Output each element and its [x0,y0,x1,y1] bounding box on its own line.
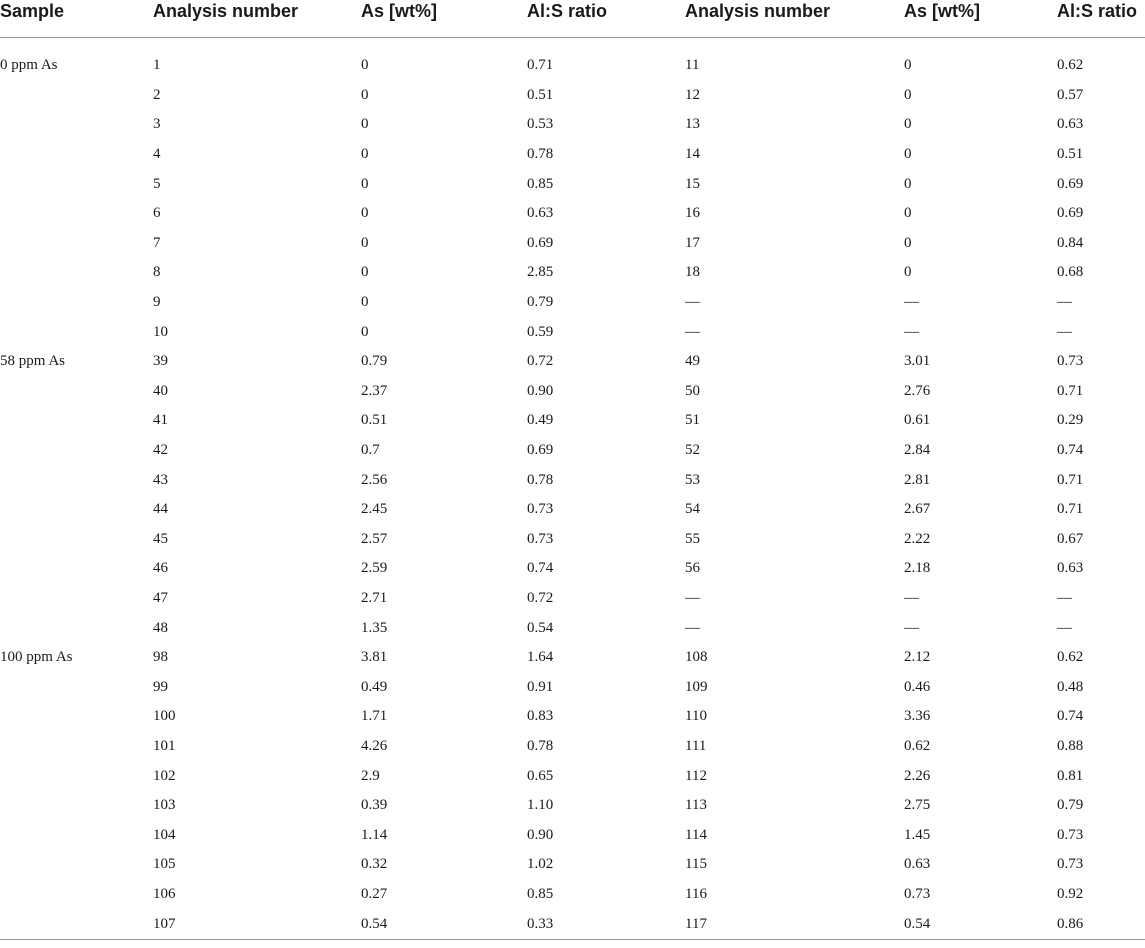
cell-analysis-number-2: 53 [685,471,700,488]
cell-as-wt: 0 [361,175,369,192]
cell-al-s-ratio-2: 0.69 [1057,205,1084,222]
cell-analysis-number-2: 116 [685,885,707,902]
cell-analysis-number: 10 [153,323,168,340]
header-al-s-ratio-2: Al:S ratio [1057,0,1145,38]
cell-as-wt: 1.14 [361,826,388,843]
table-row [0,110,1145,140]
cell-analysis-number: 104 [153,826,176,843]
cell-al-s-ratio-2: 0.73 [1057,826,1084,843]
cell-al-s-ratio: 0.51 [527,86,554,103]
cell-al-s-ratio-2: 0.48 [1057,678,1084,695]
cell-al-s-ratio-2: 0.62 [1057,57,1084,74]
table-row [0,702,1145,732]
cell-al-s-ratio: 0.91 [527,678,554,695]
cell-al-s-ratio: 1.64 [527,649,554,666]
cell-analysis-number: 99 [153,678,168,695]
table-header [0,0,1145,38]
cell-sample: 100 ppm As [0,649,73,666]
table-row [0,465,1145,495]
cell-as-wt: 0 [361,86,369,103]
cell-sample [0,909,153,940]
cell-as-wt-2: 0.63 [904,856,931,873]
cell-analysis-number: 100 [153,708,176,725]
cell-as-wt-2: 0.46 [904,678,931,695]
cell-as-wt: 1.35 [361,619,388,636]
cell-al-s-ratio-2: 0.92 [1057,885,1084,902]
cell-sample [0,110,153,140]
table-row [0,643,1145,673]
cell-as-wt: 0.49 [361,678,388,695]
table-row [0,406,1145,436]
cell-al-s-ratio-2: 0.74 [1057,442,1084,459]
cell-analysis-number-2: — [685,619,700,636]
cell-al-s-ratio-2: 0.73 [1057,353,1084,370]
cell-sample [0,880,153,910]
cell-analysis-number-2: 15 [685,175,700,192]
cell-al-s-ratio-2: 0.67 [1057,530,1084,547]
cell-as-wt-2: 2.84 [904,442,931,459]
cell-al-s-ratio-2: 0.71 [1057,471,1084,488]
cell-sample [0,229,153,259]
cell-as-wt: 0 [361,116,369,133]
cell-as-wt-2: 0 [904,116,912,133]
table-row [0,317,1145,347]
cell-al-s-ratio: 0.72 [527,589,554,606]
cell-as-wt-2: 3.36 [904,708,931,725]
cell-al-s-ratio: 0.85 [527,175,554,192]
cell-al-s-ratio-2: 0.68 [1057,264,1084,281]
cell-al-s-ratio: 0.85 [527,885,554,902]
cell-analysis-number-2: 50 [685,382,700,399]
cell-as-wt-2: 2.75 [904,797,931,814]
cell-al-s-ratio: 0.63 [527,205,554,222]
table-row [0,81,1145,111]
cell-al-s-ratio: 0.54 [527,619,554,636]
cell-al-s-ratio: 0.73 [527,501,554,518]
cell-al-s-ratio: 0.73 [527,530,554,547]
cell-as-wt: 0.32 [361,856,388,873]
cell-as-wt-2: 2.67 [904,501,931,518]
cell-al-s-ratio: 0.74 [527,560,554,577]
table-row [0,229,1145,259]
cell-as-wt-2: — [904,619,919,636]
cell-sample [0,525,153,555]
cell-analysis-number-2: 54 [685,501,700,518]
cell-as-wt-2: 0 [904,175,912,192]
cell-as-wt-2: 2.76 [904,382,931,399]
cell-as-wt-2: 2.26 [904,767,931,784]
cell-as-wt-2: 0.54 [904,909,1057,940]
cell-sample [0,495,153,525]
cell-as-wt: 2.9 [361,767,380,784]
cell-sample [0,258,153,288]
cell-al-s-ratio: 0.79 [527,294,554,311]
cell-al-s-ratio-2: 0.74 [1057,708,1084,725]
cell-as-wt: 2.45 [361,501,388,518]
cell-analysis-number-2: 14 [685,146,700,163]
table-row [0,584,1145,614]
cell-as-wt: 0.51 [361,412,388,429]
table-row [0,732,1145,762]
cell-al-s-ratio-2: 0.84 [1057,234,1084,251]
cell-al-s-ratio-2: — [1057,294,1072,311]
cell-analysis-number: 105 [153,856,176,873]
cell-analysis-number: 7 [153,234,161,251]
cell-as-wt-2: 0 [904,264,912,281]
cell-as-wt-2: 2.22 [904,530,931,547]
cell-sample [0,406,153,436]
header-as-wt: As [wt%] [361,0,527,38]
header-as-wt-2: As [wt%] [904,0,1057,38]
cell-analysis-number: 39 [153,353,168,370]
cell-as-wt-2: 2.12 [904,649,931,666]
cell-al-s-ratio-2: 0.81 [1057,767,1084,784]
table-row [0,850,1145,880]
cell-al-s-ratio-2: 0.57 [1057,86,1084,103]
cell-as-wt: 0.79 [361,353,388,370]
cell-analysis-number-2: — [685,589,700,606]
cell-sample [0,317,153,347]
cell-al-s-ratio: 0.69 [527,442,554,459]
cell-as-wt: 3.81 [361,649,388,666]
cell-analysis-number: 8 [153,264,161,281]
cell-analysis-number: 2 [153,86,161,103]
cell-analysis-number-2: — [685,323,700,340]
cell-analysis-number-2: 111 [685,737,707,754]
table-row [0,288,1145,318]
cell-as-wt-2: 0 [904,57,912,74]
cell-al-s-ratio-2: 0.73 [1057,856,1084,873]
cell-analysis-number: 4 [153,146,161,163]
cell-al-s-ratio: 0.78 [527,146,554,163]
cell-sample [0,377,153,407]
cell-analysis-number: 6 [153,205,161,222]
table-row [0,51,1145,81]
cell-as-wt-2: 0 [904,205,912,222]
cell-as-wt: 0.27 [361,885,388,902]
cell-as-wt: 0 [361,146,369,163]
table-row [0,791,1145,821]
cell-as-wt: 0 [361,205,369,222]
cell-sample [0,613,153,643]
cell-as-wt: 2.56 [361,471,388,488]
cell-analysis-number-2: 11 [685,57,700,74]
cell-analysis-number-2: 13 [685,116,700,133]
cell-al-s-ratio-2: 0.88 [1057,737,1084,754]
header-spacer [0,38,1145,52]
header-sample: Sample [0,0,153,38]
cell-analysis-number: 44 [153,501,168,518]
cell-as-wt: 0.7 [361,442,380,459]
header-analysis-number-2: Analysis number [685,0,904,38]
cell-al-s-ratio-2: — [1057,589,1072,606]
table-row [0,820,1145,850]
cell-sample [0,140,153,170]
cell-as-wt: 0 [361,323,369,340]
cell-al-s-ratio: 0.78 [527,737,554,754]
table-row [0,347,1145,377]
cell-al-s-ratio: 0.53 [527,116,554,133]
cell-sample [0,850,153,880]
cell-analysis-number-2: 56 [685,560,700,577]
cell-analysis-number-2: 114 [685,826,707,843]
header-row [0,0,1145,38]
cell-as-wt: 2.59 [361,560,388,577]
cell-al-s-ratio: 0.69 [527,234,554,251]
cell-analysis-number-2: 113 [685,797,707,814]
cell-analysis-number: 48 [153,619,168,636]
table-row [0,169,1145,199]
cell-as-wt: 0 [361,294,369,311]
cell-as-wt-2: 0 [904,234,912,251]
table-row [0,880,1145,910]
cell-as-wt-2: 2.81 [904,471,931,488]
cell-sample [0,761,153,791]
cell-analysis-number-2: 51 [685,412,700,429]
table-row [0,554,1145,584]
cell-al-s-ratio-2: — [1057,619,1072,636]
cell-as-wt-2: 0 [904,146,912,163]
cell-al-s-ratio-2: 0.51 [1057,146,1084,163]
cell-al-s-ratio: 0.83 [527,708,554,725]
cell-analysis-number-2: 117 [685,909,904,940]
cell-as-wt-2: 0.73 [904,885,931,902]
cell-analysis-number-2: 112 [685,767,707,784]
cell-al-s-ratio-2: 0.63 [1057,116,1084,133]
cell-sample [0,672,153,702]
cell-sample [0,554,153,584]
cell-analysis-number: 41 [153,412,168,429]
cell-sample [0,436,153,466]
cell-analysis-number: 46 [153,560,168,577]
cell-as-wt: 1.71 [361,708,388,725]
cell-al-s-ratio: 1.02 [527,856,554,873]
cell-analysis-number: 9 [153,294,161,311]
cell-as-wt-2: 3.01 [904,353,931,370]
cell-analysis-number: 101 [153,737,176,754]
cell-as-wt-2: 0.62 [904,737,931,754]
cell-sample [0,732,153,762]
cell-analysis-number: 3 [153,116,161,133]
header-al-s-ratio: Al:S ratio [527,0,685,38]
cell-al-s-ratio-2: 0.86 [1057,909,1145,940]
table-row [0,613,1145,643]
cell-al-s-ratio: 0.33 [527,909,685,940]
cell-analysis-number-2: — [685,294,700,311]
cell-analysis-number-2: 16 [685,205,700,222]
cell-al-s-ratio: 0.59 [527,323,554,340]
table-row [0,909,1145,940]
table-row [0,761,1145,791]
cell-analysis-number-2: 110 [685,708,707,725]
cell-analysis-number-2: 108 [685,649,708,666]
cell-analysis-number: 43 [153,471,168,488]
cell-al-s-ratio: 0.90 [527,382,554,399]
cell-al-s-ratio-2: 0.29 [1057,412,1084,429]
cell-as-wt-2: — [904,589,919,606]
cell-analysis-number: 47 [153,589,168,606]
cell-analysis-number: 5 [153,175,161,192]
cell-analysis-number-2: 52 [685,442,700,459]
cell-al-s-ratio: 2.85 [527,264,554,281]
cell-as-wt: 0 [361,57,369,74]
header-analysis-number: Analysis number [153,0,361,38]
cell-analysis-number: 42 [153,442,168,459]
cell-analysis-number-2: 17 [685,234,700,251]
cell-as-wt: 0 [361,234,369,251]
table-row [0,672,1145,702]
cell-sample [0,169,153,199]
cell-sample [0,465,153,495]
cell-as-wt-2: 0 [904,86,912,103]
cell-al-s-ratio-2: 0.63 [1057,560,1084,577]
cell-as-wt-2: — [904,323,919,340]
cell-sample [0,288,153,318]
table-row [0,436,1145,466]
cell-al-s-ratio-2: 0.79 [1057,797,1084,814]
cell-sample [0,81,153,111]
table-row [0,140,1145,170]
cell-analysis-number-2: 12 [685,86,700,103]
cell-sample [0,820,153,850]
cell-analysis-number: 106 [153,885,176,902]
cell-sample: 58 ppm As [0,353,66,370]
cell-al-s-ratio: 0.65 [527,767,554,784]
cell-analysis-number: 40 [153,382,168,399]
cell-al-s-ratio-2: — [1057,323,1072,340]
cell-analysis-number: 103 [153,797,176,814]
cell-sample [0,702,153,732]
cell-al-s-ratio: 0.71 [527,57,554,74]
cell-analysis-number: 102 [153,767,176,784]
cell-al-s-ratio: 0.78 [527,471,554,488]
cell-sample: 0 ppm As [0,57,58,74]
cell-al-s-ratio-2: 0.69 [1057,175,1084,192]
cell-as-wt-2: — [904,294,919,311]
cell-as-wt: 0.54 [361,909,527,940]
table-row [0,495,1145,525]
cell-sample [0,791,153,821]
cell-analysis-number-2: 109 [685,678,708,695]
cell-as-wt: 4.26 [361,737,388,754]
cell-al-s-ratio-2: 0.71 [1057,382,1084,399]
cell-sample [0,199,153,229]
cell-as-wt: 0.39 [361,797,388,814]
table-row [0,377,1145,407]
cell-analysis-number-2: 49 [685,353,700,370]
table-row [0,258,1145,288]
cell-al-s-ratio: 0.90 [527,826,554,843]
cell-analysis-number-2: 55 [685,530,700,547]
cell-al-s-ratio-2: 0.71 [1057,501,1084,518]
cell-as-wt: 2.71 [361,589,388,606]
cell-analysis-number: 1 [153,57,161,74]
cell-analysis-number: 107 [153,909,361,940]
cell-as-wt-2: 2.18 [904,560,931,577]
cell-analysis-number: 98 [153,649,168,666]
cell-as-wt: 0 [361,264,369,281]
cell-al-s-ratio: 1.10 [527,797,554,814]
cell-as-wt: 2.37 [361,382,388,399]
cell-al-s-ratio: 0.72 [527,353,554,370]
cell-analysis-number-2: 18 [685,264,700,281]
cell-as-wt-2: 1.45 [904,826,931,843]
cell-al-s-ratio-2: 0.62 [1057,649,1084,666]
cell-sample [0,584,153,614]
cell-analysis-number: 45 [153,530,168,547]
cell-al-s-ratio: 0.49 [527,412,554,429]
table-body [0,38,1145,940]
cell-analysis-number-2: 115 [685,856,707,873]
table-row [0,199,1145,229]
table-row [0,525,1145,555]
cell-as-wt-2: 0.61 [904,412,931,429]
cell-as-wt: 2.57 [361,530,388,547]
